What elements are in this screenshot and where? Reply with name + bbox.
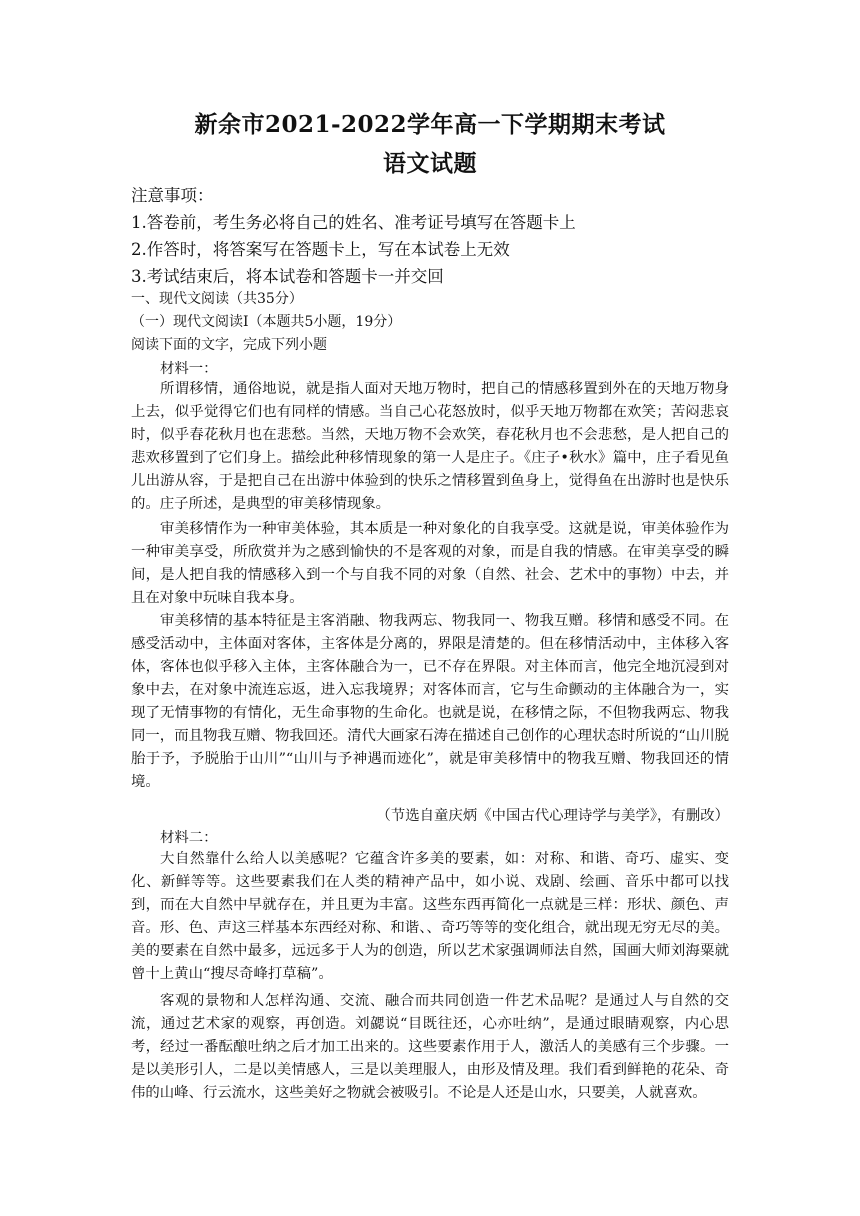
reading-instruction: 阅读下面的文字，完成下列小题 bbox=[131, 337, 327, 353]
notice-heading: 注意事项： bbox=[131, 186, 214, 205]
material2-paragraph: 大自然靠什么给人以美感呢？它蕴含许多美的要素，如：对称、和谐、奇巧、虚实、变化、新鲜等等。这些要素我们在人类的精神产品中，如小说、戏剧、绘画、音乐中都可以找到，而在大自然中早就存在，并且更为丰富。这些东西再简化一点就是三样：形状、颜色、声音。形、色、声这三样基本东西经对称、和谐、、奇巧等等的变化组合，就出现无穷无尽的美。美的要素在自然中最多，远远多于人为的创造，所以艺术家强调师法自然，国画大师刘海粟就曾十上黄山“搜尽奇峰打草稿”。 bbox=[131, 851, 729, 982]
material1-label: 材料一： bbox=[160, 361, 218, 377]
notice-item-2: 2.作答时，将答案写在答题卡上，写在本试卷上无效 bbox=[131, 240, 510, 259]
material2-label: 材料二： bbox=[160, 830, 218, 846]
material2-paragraph: 客观的景物和人怎样沟通、交流、融合而共同创造一件艺术品呢？是通过人与自然的交流，通过艺术家的观察，再创造。刘勰说“目既往还，心亦吐纳”，是通过眼睛观察，内心思考，经过一番酝酿吐纳之后才加工出来的。这些要素作用于人，激活人的美感有三个步骤。一是以美形引人，二是以美情感人，三是以美理服人，由形及情及理。我们看到鲜艳的花朵、奇伟的山峰、行云流水，这些美好之物就会被吸引。不论是人还是山水，只要美，人就喜欢。 bbox=[131, 993, 729, 1101]
subsection-heading: （一）现代文阅读Ⅰ（本题共5小题，19分） bbox=[131, 314, 402, 330]
section-heading: 一、现代文阅读（共35分） bbox=[131, 291, 303, 307]
exam-subtitle: 语文试题 bbox=[383, 150, 477, 177]
material1-paragraph: 所谓移情，通俗地说，就是指人面对天地万物时，把自己的情感移置到外在的天地万物身上去，似乎觉得它们也有同样的情感。当自己心花怒放时，似乎天地万物都在欢笑；苦闷悲哀时，似乎春花秋月也在悲愁。当然，天地万物不会欢笑，春花秋月也不会悲愁，是人把自己的悲欢移置到了它们身上。描绘此种移情现象的第一人是庄子。《庄子•秋水》篇中，庄子看见鱼儿出游从容，于是把自己在出游中体验到的快乐之情移置到鱼身上，觉得鱼在出游时也是快乐的。庄子所述，是典型的审美移情现象。 bbox=[131, 381, 729, 512]
notice-item-3: 3.考试结束后，将本试卷和答题卡一并交回 bbox=[131, 267, 444, 286]
exam-title: 新余市2021-2022学年高一下学期期末考试 bbox=[194, 111, 666, 138]
material1-source: （节选自童庆炳《中国古代心理诗学与美学》，有删改） bbox=[376, 808, 729, 824]
material1-paragraph: 审美移情的基本特征是主客消融、物我两忘、物我同一、物我互赠。移情和感受不同。在感受活动中，主体面对客体，主客体是分离的，界限是清楚的。但在移情活动中，主体移入客体，客体也似乎移入主体，主客体融合为一，已不存在界限。对主体而言，他完全地沉浸到对象中去，在对象中流连忘返，进入忘我境界；对客体而言，它与生命颤动的主体融合为一，实现了无情事物的有情化，无生命事物的生命化。也就是说，在移情之际，不但物我两忘、物我同一，而且物我互赠、物我回还。清代大画家石涛在描述自己创作的心理状态时所说的“山川脱胎于予，予脱胎于山川”“山川与予神遇而迹化”，就是审美移情中的物我互赠、物我回还的情境。 bbox=[131, 613, 729, 790]
material1-paragraph: 审美移情作为一种审美体验，其本质是一种对象化的自我享受。这就是说，审美体验作为一种审美享受，所欣赏并为之感到愉快的不是客观的对象，而是自我的情感。在审美享受的瞬间，是人把自我的情感移入到一个与自我不同的对象（自然、社会、艺术中的事物）中去，并且在对象中玩味自我本身。 bbox=[131, 521, 729, 606]
notice-item-1: 1.答卷前，考生务必将自己的姓名、准考证号填写在答题卡上 bbox=[131, 213, 576, 232]
